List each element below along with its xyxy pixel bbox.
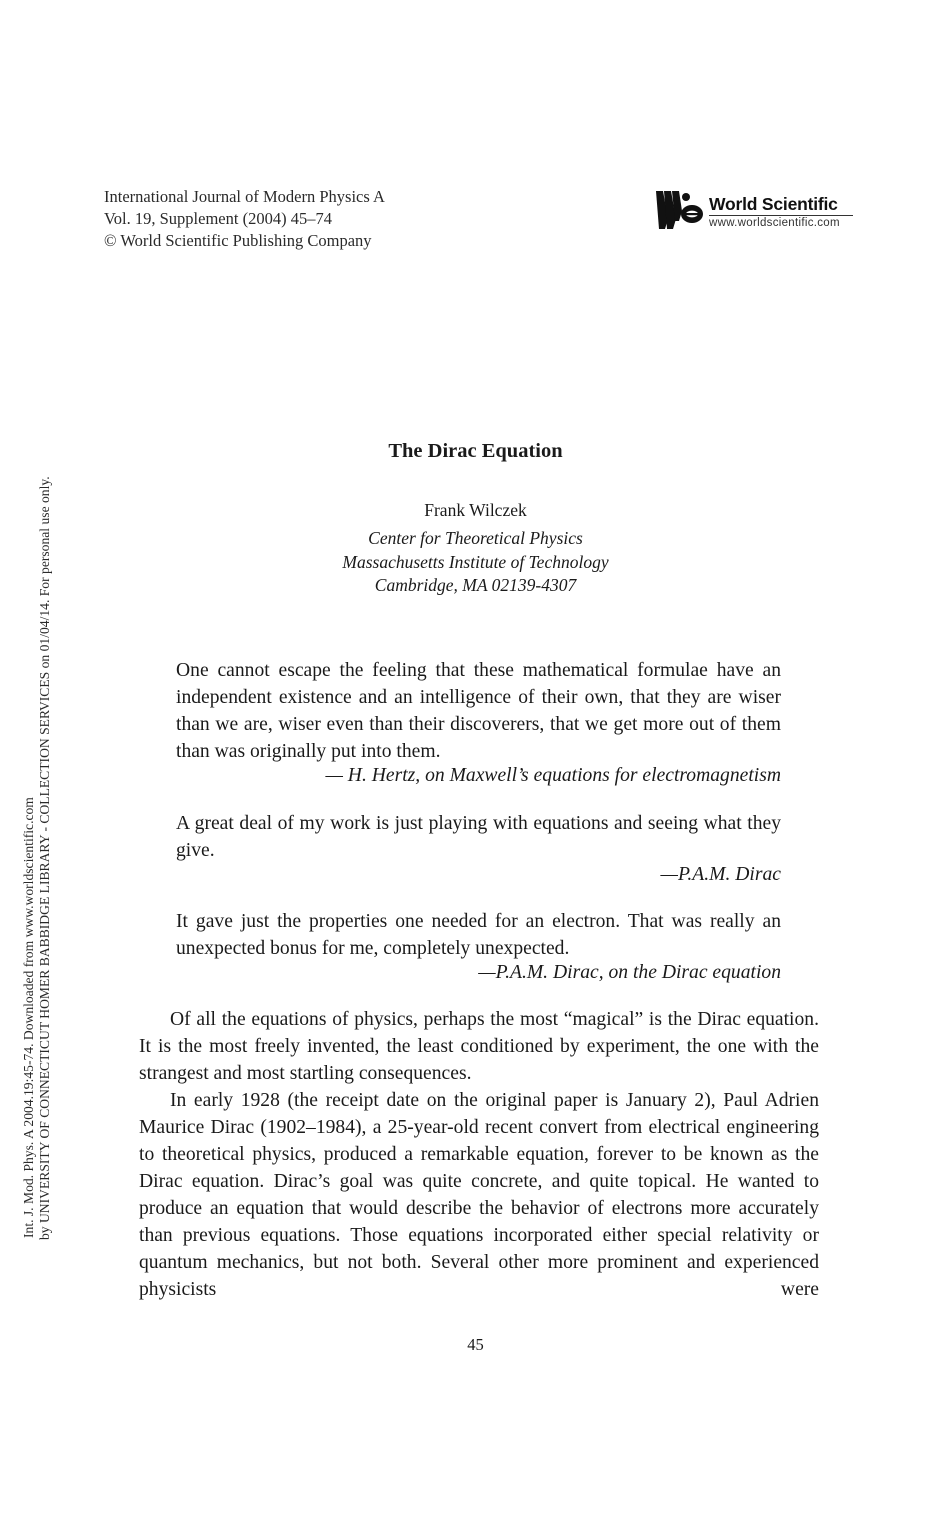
- publisher-logo: [656, 189, 856, 233]
- logo-divider: [709, 215, 853, 216]
- download-notice-line-1: Int. J. Mod. Phys. A 2004.19:45-74. Downloaded from www.worldscientific.com: [21, 797, 36, 1238]
- epigraph-dirac-equation-attribution: —P.A.M. Dirac, on the Dirac equation: [478, 962, 781, 983]
- epigraph-dirac-work: A great deal of my work is just playing with equations and seeing what they give.: [176, 813, 781, 861]
- affiliation-center: Center for Theoretical Physics: [368, 528, 583, 548]
- epigraph-hertz-attribution: — H. Hertz, on Maxwell’s equations for electromagnetism: [325, 765, 781, 786]
- body-paragraph-1: Of all the equations of physics, perhaps the most “magical” is the Dirac equation. It is the most freely invented, the least conditioned by experiment, the one with the strangest and most startling consequences.: [139, 1009, 819, 1084]
- epigraph-dirac-work-attribution: —P.A.M. Dirac: [660, 864, 781, 885]
- body-paragraph-2: In early 1928 (the receipt date on the original paper is January 2), Paul Adrien Maurice Dirac (1902–1984), a 25-year-old recent convert from electrical engineering to theoretical physics, produced a remarkable equation, forever to be known as the Dirac equation. Dirac’s goal was quite concrete, and quite topical. He wanted to produce an equation that would describe the behavior of electrons more accurately than previous equations. Those equations incorporated either special relativity or quantum mechanics, but not both. Several other more prominent and experienced physicists were: [139, 1090, 819, 1300]
- publisher-url: www.worldscientific.com: [709, 217, 840, 229]
- epigraph-dirac-equation: It gave just the properties one needed for an electron. That was really an unexpected bonus for me, completely unexpected.: [176, 911, 781, 959]
- journal-info: [104, 186, 385, 252]
- world-scientific-logo-icon: [656, 189, 704, 231]
- article-author: Frank Wilczek: [424, 500, 527, 520]
- affiliation-address: Cambridge, MA 02139-4307: [374, 575, 577, 595]
- page-number: 45: [467, 1335, 484, 1354]
- epigraph-hertz: One cannot escape the feeling that these mathematical formulae have an independent existence and an intelligence of their own, that they are wiser than we are, wiser even than their discoverers, that we get more out of them than was originally put into them.: [176, 660, 781, 762]
- article-title: The Dirac Equation: [388, 440, 563, 462]
- publisher-name: World Scientific: [709, 194, 838, 214]
- download-notice-line-2: by UNIVERSITY OF CONNECTICUT HOMER BABBIDGE LIBRARY - COLLECTION SERVICES on 01/04/14. For personal use only.: [36, 476, 52, 1240]
- journal-name: International Journal of Modern Physics A: [104, 187, 385, 206]
- journal-volume: Vol. 19, Supplement (2004) 45–74: [104, 209, 332, 228]
- affiliation-institute: Massachusetts Institute of Technology: [342, 552, 609, 572]
- journal-copyright: © World Scientific Publishing Company: [104, 231, 372, 250]
